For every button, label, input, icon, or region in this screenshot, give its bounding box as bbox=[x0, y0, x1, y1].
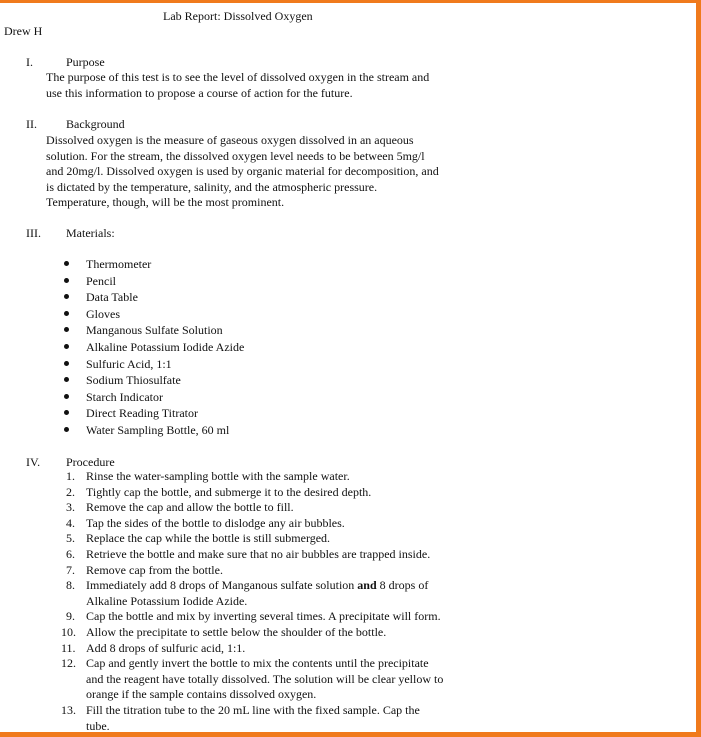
bullet-icon bbox=[64, 427, 69, 432]
step-text: Rinse the water-sampling bottle with the sample water. bbox=[86, 469, 350, 483]
bullet-icon bbox=[64, 278, 69, 283]
step-text: Remove the cap and allow the bottle to fill. bbox=[86, 500, 294, 515]
list-item bbox=[66, 563, 443, 579]
bullet-icon bbox=[64, 327, 69, 332]
list-item bbox=[60, 405, 244, 422]
section-heading-procedure: Procedure bbox=[66, 455, 115, 469]
material-label: Pencil bbox=[86, 273, 116, 288]
list-item bbox=[66, 578, 443, 609]
author-name: Drew H bbox=[4, 24, 43, 38]
material-label: Data Table bbox=[86, 290, 138, 305]
list-item bbox=[60, 273, 244, 290]
bullet-icon bbox=[64, 377, 69, 382]
section-numeral: III. bbox=[26, 226, 41, 240]
section-heading-purpose: Purpose bbox=[66, 55, 105, 69]
step-number: 6. bbox=[66, 546, 75, 561]
section-numeral: I. bbox=[26, 55, 33, 69]
bullet-icon bbox=[64, 361, 69, 366]
list-item bbox=[60, 372, 244, 389]
list-item bbox=[61, 624, 443, 641]
procedure-steps bbox=[61, 469, 444, 734]
list-item bbox=[60, 422, 244, 439]
bullet-icon bbox=[64, 394, 69, 399]
material-label: Sodium Thiosulfate bbox=[86, 373, 181, 388]
bullet-icon bbox=[64, 344, 69, 349]
step-text-bold: and bbox=[357, 578, 377, 593]
section-heading-background: Background bbox=[66, 117, 125, 131]
material-label: Water Sampling Bottle, 60 ml bbox=[86, 422, 230, 437]
step-text: Remove cap from the bottle. bbox=[86, 562, 223, 577]
step-number: 10. bbox=[61, 624, 76, 639]
materials-list bbox=[60, 256, 244, 439]
step-text: Cap and gently invert the bottle to mix the contents until the precipitate and the reagent have totally dissolved. The solution will be clear yellow to orange if the sample contains dissolved oxygen. bbox=[86, 656, 444, 702]
step-text: Retrieve the bottle and make sure that no air bubbles are trapped inside. bbox=[86, 546, 431, 561]
list-item bbox=[66, 516, 443, 532]
bullet-icon bbox=[64, 261, 69, 266]
section-numeral: IV. bbox=[26, 455, 41, 469]
material-label: Direct Reading Titrator bbox=[86, 406, 198, 421]
step-text: Fill the titration tube to the 20 mL line with the fixed sample. Cap the tube. bbox=[86, 702, 420, 733]
background-text: Dissolved oxygen is the measure of gaseous oxygen dissolved in an aqueous solution. For the stream, the dissolved oxygen level needs to be between 5mg/l and 20mg/l. Dissolved oxygen is used by organic material for decomposition, and is dictated by the temperature, salinity, and the atmospheric pressure. Temperature, though, will be the most prominent. bbox=[46, 133, 439, 209]
list-item bbox=[61, 656, 444, 703]
material-label: Starch Indicator bbox=[86, 389, 163, 404]
bullet-icon bbox=[64, 410, 69, 415]
material-label: Manganous Sulfate Solution bbox=[86, 323, 223, 338]
material-label: Gloves bbox=[86, 306, 120, 321]
step-text: Allow the precipitate to settle below the shoulder of the bottle. bbox=[86, 624, 387, 639]
material-label: Alkaline Potassium Iodide Azide bbox=[86, 339, 245, 354]
list-item bbox=[60, 356, 244, 373]
list-item bbox=[66, 500, 443, 516]
bullet-icon bbox=[64, 294, 69, 299]
step-text: Tap the sides of the bottle to dislodge any air bubbles. bbox=[86, 515, 345, 530]
step-text: Cap the bottle and mix by inverting several times. A precipitate will form. bbox=[86, 609, 441, 624]
list-item bbox=[60, 306, 244, 323]
list-item bbox=[60, 256, 244, 273]
step-text-part: 8 drops of Alkaline Potassium Iodide Azide. bbox=[86, 578, 429, 608]
list-item bbox=[66, 469, 443, 485]
section-numeral: II. bbox=[26, 117, 37, 131]
list-item bbox=[61, 640, 443, 657]
step-text: Replace the cap while the bottle is still submerged. bbox=[86, 531, 331, 546]
step-number: 12. bbox=[61, 656, 76, 671]
step-number: 13. bbox=[61, 702, 76, 717]
step-text bbox=[86, 578, 428, 608]
step-number: 8. bbox=[66, 578, 75, 593]
list-item bbox=[60, 339, 244, 356]
doc-title: Lab Report: Dissolved Oxygen bbox=[163, 9, 313, 23]
list-item bbox=[66, 485, 443, 501]
step-number: 2. bbox=[66, 484, 75, 499]
list-item bbox=[66, 547, 443, 563]
step-text-part: Immediately add 8 drops of Manganous sulfate solution bbox=[86, 578, 358, 593]
step-number: 11. bbox=[61, 640, 76, 655]
section-heading-materials: Materials: bbox=[66, 226, 115, 240]
step-number: 1. bbox=[66, 469, 75, 483]
step-number: 4. bbox=[66, 515, 75, 530]
list-item bbox=[60, 289, 244, 306]
list-item bbox=[66, 531, 443, 547]
list-item bbox=[61, 702, 443, 734]
step-number: 3. bbox=[66, 500, 75, 515]
list-item bbox=[60, 322, 244, 339]
material-label: Thermometer bbox=[86, 257, 152, 271]
material-label: Sulfuric Acid, 1:1 bbox=[86, 356, 172, 371]
list-item bbox=[60, 389, 244, 406]
list-item bbox=[66, 609, 443, 625]
step-number: 7. bbox=[66, 562, 75, 577]
purpose-text: The purpose of this test is to see the level of dissolved oxygen in the stream and use this information to propose a course of action for the future. bbox=[46, 70, 430, 100]
bullet-icon bbox=[64, 311, 69, 316]
step-text: Tightly cap the bottle, and submerge it to the desired depth. bbox=[86, 484, 372, 499]
step-number: 5. bbox=[66, 531, 75, 546]
step-text: Add 8 drops of sulfuric acid, 1:1. bbox=[86, 640, 246, 655]
step-number: 9. bbox=[66, 609, 75, 624]
